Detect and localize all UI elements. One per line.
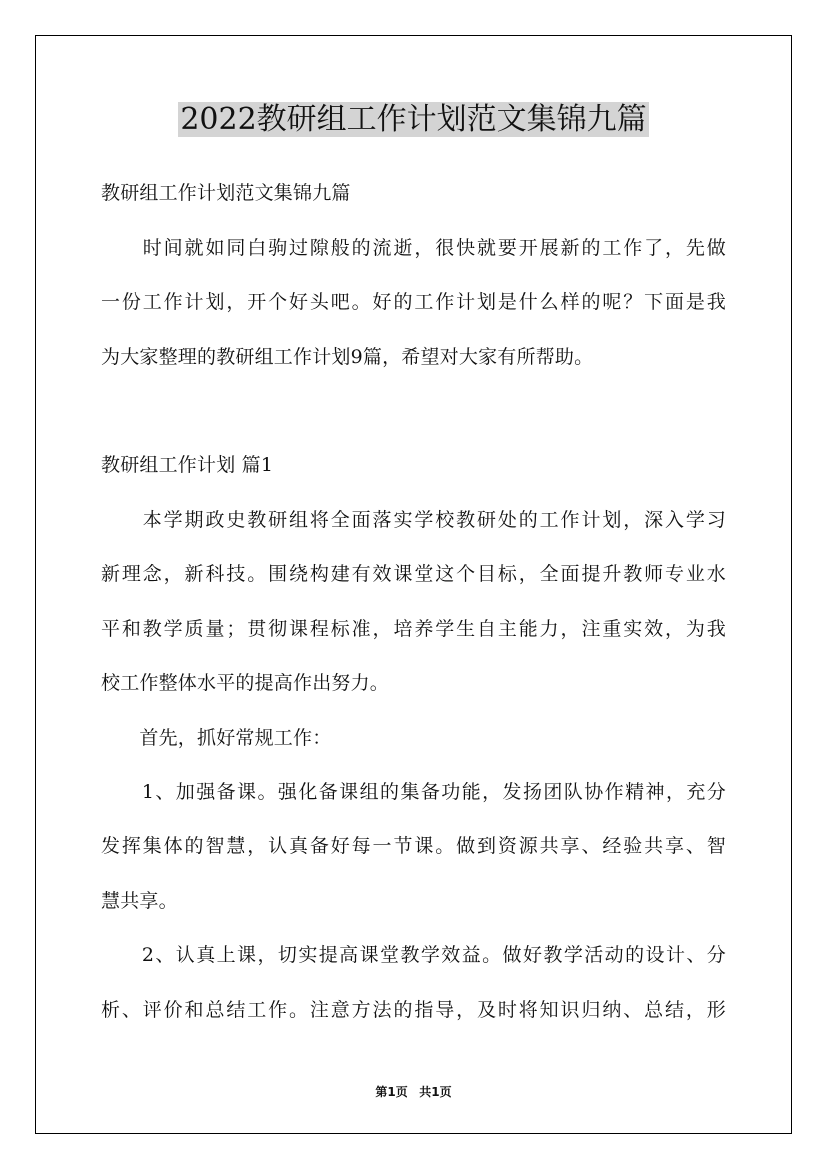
section-line-3: 平和教学质量；贯彻课程标准，培养学生自主能力，注重实效，为我 <box>101 618 726 640</box>
section-heading: 教研组工作计划 篇1 <box>101 454 274 476</box>
section-line-7: 发挥集体的智慧，认真备好每一节课。做到资源共享、经验共享、智 <box>101 835 726 857</box>
document-title <box>0 100 827 140</box>
section-line-9: 2、认真上课，切实提高课堂教学效益。做好教学活动的设计、分 <box>101 944 726 966</box>
intro-line-2: 一份工作计划，开个好头吧。好的工作计划是什么样的呢？下面是我 <box>101 291 726 313</box>
section-line-10: 析、评价和总结工作。注意方法的指导，及时将知识归纳、总结，形 <box>101 999 726 1021</box>
page-total: 共1页 <box>419 1085 452 1099</box>
document-subtitle: 教研组工作计划范文集锦九篇 <box>101 182 351 204</box>
page-number: 第1页 <box>375 1085 408 1099</box>
intro-line-1: 时间就如同白驹过隙般的流逝，很快就要开展新的工作了，先做 <box>101 237 726 259</box>
section-line-4: 校工作整体水平的提高作出努力。 <box>101 672 390 694</box>
section-line-5: 首先，抓好常规工作： <box>101 727 332 749</box>
document-title-text: 2022教研组工作计划范文集锦九篇 <box>180 102 647 137</box>
page-footer <box>0 1084 827 1100</box>
intro-line-3: 为大家整理的教研组工作计划9篇，希望对大家有所帮助。 <box>101 346 594 368</box>
section-line-8: 慧共享。 <box>101 890 178 912</box>
section-line-1: 本学期政史教研组将全面落实学校教研处的工作计划，深入学习 <box>101 509 726 531</box>
section-line-2: 新理念，新科技。围绕构建有效课堂这个目标，全面提升教师专业水 <box>101 563 726 585</box>
section-line-6: 1、加强备课。强化备课组的集备功能，发扬团队协作精神，充分 <box>101 781 726 803</box>
